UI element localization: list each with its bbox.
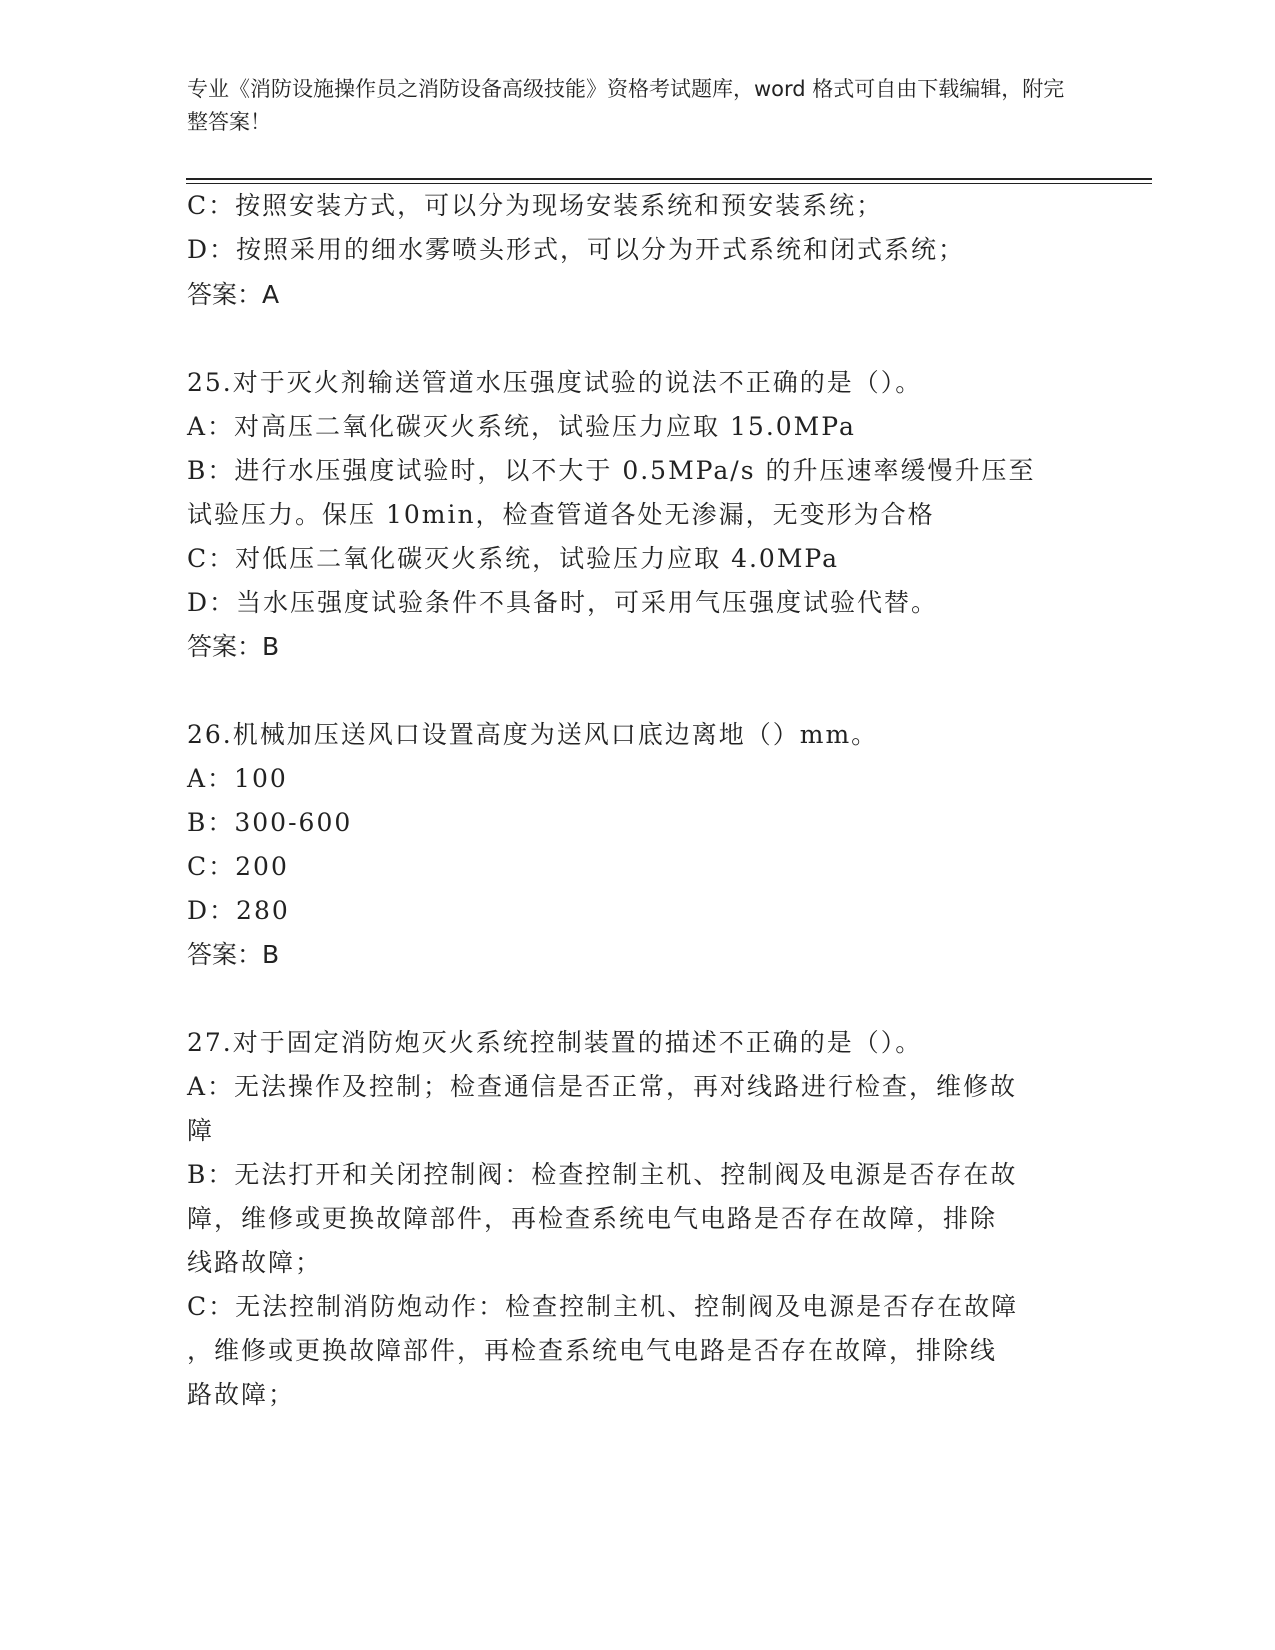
- answer-line: 答案：B: [187, 940, 280, 969]
- option-line: ，维修或更换故障部件，再检查系统电气电路是否存在故障，排除线: [187, 1336, 998, 1365]
- answer-line: 答案：B: [187, 632, 280, 661]
- option-line: 线路故障；: [187, 1248, 323, 1277]
- option-line: B：300-600: [187, 808, 353, 837]
- option-line: C：按照安装方式，可以分为现场安装系统和预安装系统；: [187, 191, 884, 220]
- header-rule-thick: [186, 178, 1152, 180]
- option-line: A：100: [187, 764, 288, 793]
- option-line: 障: [187, 1116, 215, 1145]
- option-line: D：当水压强度试验条件不具备时，可采用气压强度试验代替。: [187, 588, 939, 617]
- option-line: B：无法打开和关闭控制阀：检查控制主机、控制阀及电源是否存在故: [187, 1160, 1018, 1189]
- option-line: 路故障；: [187, 1380, 296, 1409]
- option-line: B：进行水压强度试验时，以不大于 0.5MPa/s 的升压速率缓慢升压至: [187, 456, 1036, 485]
- option-line: D：按照采用的细水雾喷头形式，可以分为开式系统和闭式系统；: [187, 235, 966, 264]
- option-line: C：200: [187, 852, 289, 881]
- page-header: 专业《消防设施操作员之消防设备高级技能》资格考试题库，word 格式可自由下载编辑，附完整答案！: [187, 77, 1065, 134]
- header-rule-thin: [186, 183, 1152, 184]
- option-line: D：280: [187, 896, 290, 925]
- option-line: 试验压力。保压 10min，检查管道各处无渗漏，无变形为合格: [187, 500, 935, 529]
- option-line: A：无法操作及控制；检查通信是否正常，再对线路进行检查，维修故: [187, 1072, 1018, 1101]
- option-line: C：无法控制消防炮动作：检查控制主机、控制阀及电源是否存在故障: [187, 1292, 1019, 1321]
- option-line: C：对低压二氧化碳灭火系统，试验压力应取 4.0MPa: [187, 544, 840, 573]
- answer-line: 答案：A: [187, 280, 280, 309]
- option-line: A：对高压二氧化碳灭火系统，试验压力应取 15.0MPa: [187, 412, 856, 441]
- option-line: 障，维修或更换故障部件，再检查系统电气电路是否存在故障，排除: [187, 1204, 998, 1233]
- question-25: 25.对于灭火剂输送管道水压强度试验的说法不正确的是（）。: [187, 368, 923, 397]
- question-26: 26.机械加压送风口设置高度为送风口底边离地（）mm。: [187, 720, 879, 749]
- question-27: 27.对于固定消防炮灭火系统控制装置的描述不正确的是（）。: [187, 1028, 923, 1057]
